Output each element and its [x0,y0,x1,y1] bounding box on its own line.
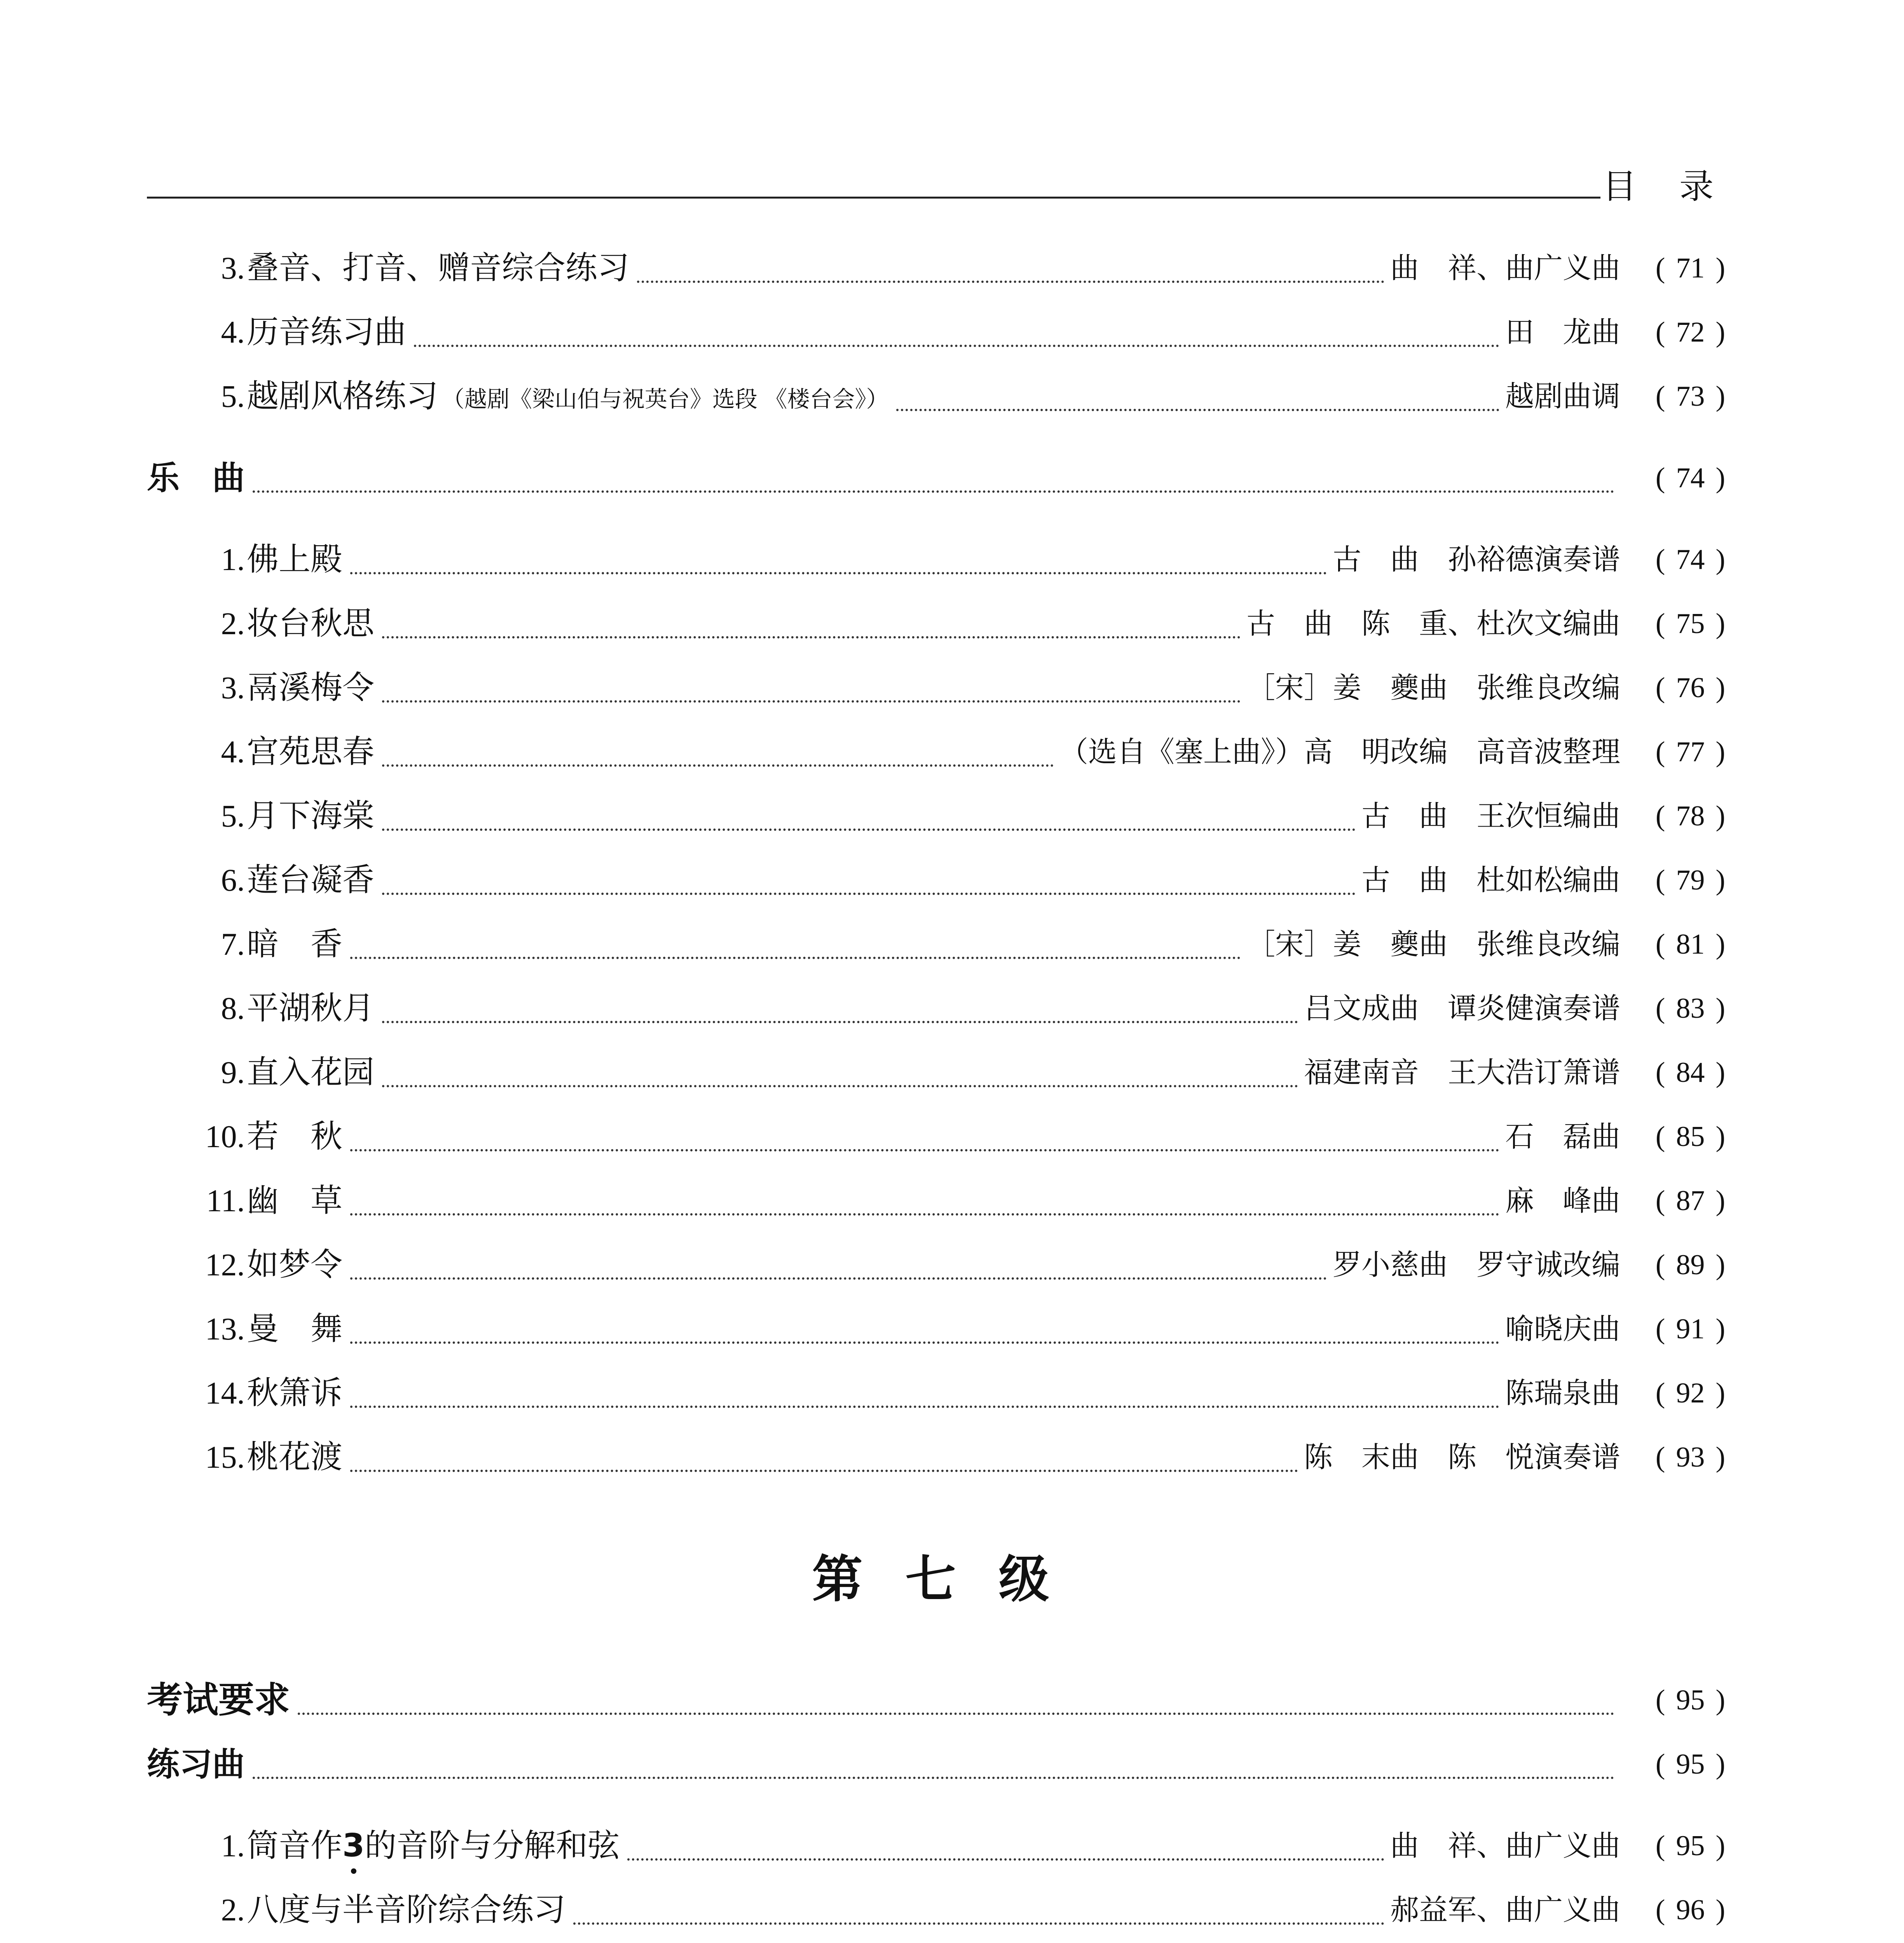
entry-title [247,600,374,647]
toc-entry [0,1242,1904,1288]
page-reference: ( 83 ) [1656,985,1725,1032]
page-reference: ( 93 ) [1656,1434,1725,1481]
entry-composer: 曲 祥、曲广义曲 [1390,1829,1620,1863]
entry-composer: 古 曲 杜如松编曲 [1361,863,1620,897]
page-reference: ( 74 ) [1656,536,1725,583]
entry-title-text: 秋箫诉 [247,1374,343,1411]
page-reference: ( 71 ) [1656,245,1725,291]
dot-leader [382,1038,1298,1087]
page-number-ref: 87 [1676,1185,1705,1217]
entry-number: 12. [205,1247,245,1282]
dot-leader [350,1167,1499,1216]
dot-leader [350,1423,1298,1472]
entry-title [147,1677,290,1723]
entry-title [247,245,629,291]
entry-number: 10. [205,1119,245,1154]
entry-title-text: 越剧风格练习 [247,378,438,415]
entry-composer: （选自《塞上曲》）高 明改编 高音波整理 [1059,735,1620,769]
entry-composer: 喻晓庆曲 [1505,1312,1620,1346]
page-number-ref: 85 [1676,1121,1705,1153]
toc-section-heading [0,1741,1904,1788]
page-number-ref: 76 [1676,672,1705,704]
entry-title-text: 练习曲 [147,1745,245,1783]
page-reference: ( 95 ) [1656,1823,1725,1869]
page-number-ref: 81 [1676,928,1705,960]
entry-composer: 古 曲 王次恒编曲 [1361,799,1620,833]
entry-composer: 麻 峰曲 [1505,1184,1620,1217]
entry-number: 13. [205,1311,245,1346]
dot-leader [253,444,1614,493]
page-number-ref: 89 [1676,1249,1705,1281]
entry-composer: 郝益军、曲广义曲 [1390,1893,1620,1927]
toc-entry [0,1177,1904,1224]
toc-entry [0,373,1904,420]
page-reference: ( 76 ) [1656,665,1725,711]
dot-leader [627,1812,1384,1861]
page-reference: ( 87 ) [1656,1177,1725,1224]
toc-entry [0,665,1904,711]
entry-title [247,793,374,839]
entry-number: 2. [221,1892,245,1927]
entry-title [247,1177,342,1224]
entry-title [147,1741,245,1788]
entry-title [247,665,374,711]
page-number-ref: 78 [1676,800,1705,832]
entry-title [247,729,374,775]
entry-composer: 吕文成曲 谭炎健演奏谱 [1304,992,1620,1025]
entry-title-text: 鬲溪梅令 [247,669,375,706]
page-header [147,159,1756,206]
page-number-ref: 72 [1676,316,1705,348]
dot-leader [350,1102,1499,1151]
toc-entry [0,1434,1904,1481]
toc-entry [0,600,1904,647]
toc-entry [0,793,1904,839]
entry-title-text: 妆台秋思 [247,605,375,642]
dot-leader [382,974,1298,1023]
header-rule [147,197,1600,199]
dot-leader [896,362,1499,411]
entry-number: 4. [221,734,245,769]
entry-title [247,1370,342,1416]
header-title: 目录 [1602,166,1756,206]
entry-title-text: 历音练习曲 [247,314,407,351]
entry-title-text: 八度与半音阶综合练习 [247,1891,566,1928]
entry-title [247,309,406,356]
toc-entry [0,1370,1904,1416]
entry-composer: 陈 末曲 陈 悦演奏谱 [1304,1441,1620,1474]
entry-number: 8. [221,991,245,1026]
toc-entry [0,309,1904,356]
page-number-ref: 74 [1676,462,1705,494]
dot-leader [350,910,1241,959]
page-number-ref: 91 [1676,1313,1705,1345]
entry-number: 9. [221,1055,245,1090]
entry-composer: 田 龙曲 [1505,316,1620,349]
page-number-ref: 95 [1676,1830,1705,1862]
page-reference: ( 77 ) [1656,729,1725,775]
entry-title-text: 叠音、打音、赠音综合练习 [247,249,630,286]
dot-leader [350,1295,1499,1344]
entry-number: 6. [221,862,245,898]
entry-composer: ［宋］姜 夔曲 张维良改编 [1246,928,1620,961]
entry-composer: 罗小慈曲 罗守诚改编 [1333,1248,1620,1282]
entry-number: 5. [221,798,245,834]
dot-leader [382,782,1356,831]
page-reference: ( 95 ) [1656,1741,1725,1788]
entry-title-text: 暗 香 [247,926,343,963]
dot-leader [350,525,1327,574]
dot-leader [382,846,1356,895]
entry-title-text: 筒音作 [247,1827,343,1864]
entry-composer: 越剧曲调 [1505,380,1620,413]
entry-number: 3. [221,670,245,705]
entry-title [147,455,245,501]
page-number-ref: 84 [1676,1057,1705,1088]
page-number-ref: 73 [1676,380,1705,412]
entry-title-text: 考试要求 [147,1679,290,1721]
page-reference: ( 92 ) [1656,1370,1725,1416]
toc-entry [0,1049,1904,1096]
entry-composer: 古 曲 孙裕德演奏谱 [1333,543,1620,576]
entry-number: 1. [221,542,245,577]
entry-title-text: 若 秋 [247,1118,343,1155]
entry-number: 5. [221,378,245,414]
level-title: 第七级 [812,1549,1092,1609]
entry-title-text: 平湖秋月 [247,990,375,1027]
entry-number: 4. [221,314,245,350]
entry-title-text: 宫苑思春 [247,733,375,770]
toc-entry [0,985,1904,1032]
page-reference: ( 84 ) [1656,1049,1725,1096]
entry-composer: 曲 祥、曲广义曲 [1390,251,1620,285]
toc-entry [0,1306,1904,1352]
page-reference: ( 72 ) [1656,309,1725,356]
entry-title-text: 曼 舞 [247,1310,343,1347]
entry-title [247,921,342,968]
dot-leader [637,234,1384,283]
page-number-ref: 95 [1676,1684,1705,1716]
entry-title-text: 乐 曲 [147,459,245,497]
entry-title-text-cont: 的音阶与分解和弦 [365,1827,620,1864]
entry-number: 1. [221,1828,245,1863]
page-number-ref: 77 [1676,736,1705,768]
entry-number: 7. [221,926,245,962]
entry-number: 11. [206,1183,245,1218]
entry-composer: 石 磊曲 [1505,1120,1620,1153]
entry-title [247,1887,565,1933]
entry-number: 3. [221,250,245,286]
entry-title [247,1049,374,1096]
entry-title [247,1113,342,1160]
entry-subtitle: （越剧《梁山伯与祝英台》选段 《楼台会》） [442,386,889,412]
toc-entry [0,245,1904,291]
entry-title [247,1306,342,1352]
page-reference: ( 78 ) [1656,793,1725,839]
page-reference: ( 95 ) [1656,1677,1725,1723]
jianpu-note-low-dot: 3 [342,1823,365,1869]
dot-leader [414,298,1499,347]
entry-composer: 陈瑞泉曲 [1505,1376,1620,1410]
entry-title-text: 佛上殿 [247,541,343,578]
toc-entry [0,857,1904,903]
page-number-ref: 71 [1676,252,1705,284]
dot-leader [298,1666,1614,1715]
entry-title [247,1434,342,1481]
entry-number: 15. [205,1439,245,1475]
toc-entry [0,1887,1904,1933]
entry-title-text: 幽 草 [247,1182,343,1219]
entry-title [247,985,374,1032]
entry-title-text: 直入花园 [247,1054,375,1091]
page-reference: ( 89 ) [1656,1242,1725,1288]
entry-title [247,536,342,583]
page-reference: ( 85 ) [1656,1113,1725,1160]
page-reference: ( 81 ) [1656,921,1725,968]
page-number-ref: 75 [1676,608,1705,640]
page-number-ref: 93 [1676,1441,1705,1473]
page-number-ref: 95 [1676,1748,1705,1780]
entry-composer: 古 曲 陈 重、杜次文编曲 [1246,607,1620,640]
page-number-ref: 92 [1676,1377,1705,1409]
toc-section-heading [0,1677,1904,1723]
entry-title-text: 月下海棠 [247,797,375,834]
dot-leader [791,1940,1499,1943]
dot-leader [350,1359,1499,1408]
dot-leader [573,1876,1384,1925]
dot-leader [253,1730,1614,1779]
entry-title-text: 莲台凝香 [247,862,375,898]
page-number-ref: 96 [1676,1894,1705,1926]
toc-entry [0,729,1904,775]
page-number-ref: 83 [1676,992,1705,1024]
entry-composer: 福建南音 王大浩订箫谱 [1304,1056,1620,1089]
entry-title [247,1242,342,1288]
page-reference: ( 96 ) [1656,1887,1725,1933]
page-number-ref: 74 [1676,544,1705,576]
page-reference: ( 79 ) [1656,857,1725,903]
entry-title-text: 桃花渡 [247,1439,343,1476]
page-reference: ( 75 ) [1656,600,1725,647]
page-reference: ( 91 ) [1656,1306,1725,1352]
entry-number: 14. [205,1375,245,1411]
toc-entry [0,1823,1904,1869]
toc-entry [0,921,1904,968]
entry-title-text: 如梦令 [247,1246,343,1283]
page-reference: ( 73 ) [1656,373,1725,420]
entry-composer: ［宋］姜 夔曲 张维良改编 [1246,671,1620,705]
entry-number: 2. [221,606,245,641]
entry-title [247,857,374,903]
entry-title [247,1823,620,1869]
dot-leader [382,590,1241,638]
toc-entry [0,1113,1904,1160]
dot-leader [382,718,1054,767]
dot-leader [350,1231,1327,1280]
toc-entry [0,536,1904,583]
page-reference: ( 74 ) [1656,455,1725,501]
toc-section-heading [0,455,1904,501]
page-number-ref: 79 [1676,864,1705,896]
dot-leader [382,654,1241,703]
entry-title [247,373,888,422]
